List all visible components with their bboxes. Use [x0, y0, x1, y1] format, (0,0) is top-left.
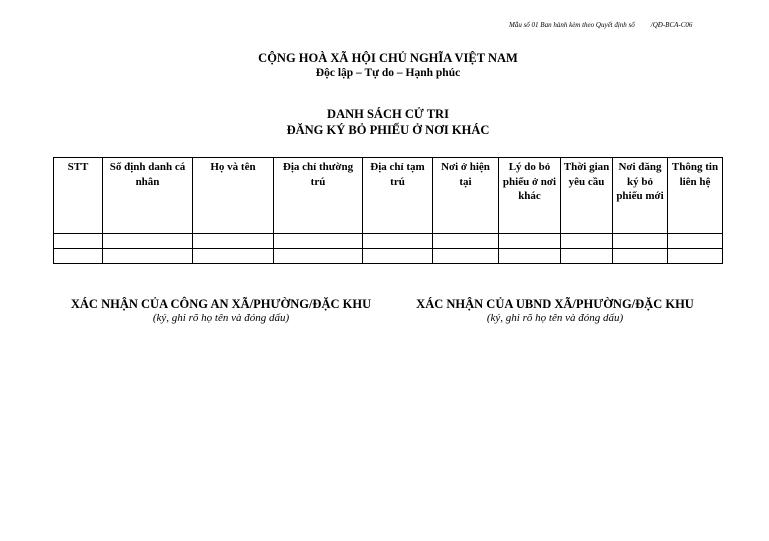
table-cell [54, 249, 103, 264]
column-header-requested-time: Thời gian yêu cầu [561, 158, 613, 234]
table-cell [193, 234, 274, 249]
table-cell [613, 249, 668, 264]
table-cell [54, 234, 103, 249]
column-header-temporary-address: Địa chỉ tạm trú [363, 158, 433, 234]
table-cell [668, 234, 723, 249]
table-cell [433, 234, 499, 249]
table-cell [668, 249, 723, 264]
police-confirmation-note: (ký, ghi rõ họ tên và đóng dấu) [152, 312, 290, 324]
column-header-personal-id: Số định danh cá nhân [103, 158, 193, 234]
column-header-full-name: Họ và tên [193, 158, 274, 234]
document-subtitle: ĐĂNG KÝ BỎ PHIẾU Ở NƠI KHÁC [286, 123, 490, 137]
table-cell [274, 249, 363, 264]
national-title: CỘNG HOÀ XÃ HỘI CHỦ NGHĨA VIỆT NAM [258, 51, 518, 65]
table-cell [561, 249, 613, 264]
table-cell [499, 234, 561, 249]
table-cell [193, 249, 274, 264]
column-header-current-residence: Nơi ở hiện tại [433, 158, 499, 234]
table-cell [363, 234, 433, 249]
column-header-permanent-address: Địa chỉ thường trú [274, 158, 363, 234]
table-row [54, 234, 723, 249]
column-header-new-voting-place: Nơi đăng ký bỏ phiếu mới [613, 158, 668, 234]
table-cell [274, 234, 363, 249]
committee-confirmation [407, 297, 703, 325]
table-cell [363, 249, 433, 264]
column-header-reason: Lý do bỏ phiếu ở nơi khác [499, 158, 561, 234]
committee-confirmation-note: (ký, ghi rõ họ tên và đóng dấu) [486, 312, 624, 324]
police-confirmation-heading: XÁC NHẬN CỦA CÔNG AN XÃ/PHƯỜNG/ĐẶC KHU [70, 297, 372, 311]
table-row [54, 249, 723, 264]
form-code-prefix: Mẫu số 01 Ban hành kèm theo Quyết định số [509, 21, 635, 29]
table-cell [103, 249, 193, 264]
document-title: DANH SÁCH CỬ TRI [327, 107, 449, 121]
national-motto: Độc lập – Tự do – Hạnh phúc [315, 67, 461, 79]
column-header-contact-info: Thông tin liên hệ [668, 158, 723, 234]
form-code-suffix: /QĐ-BCA-C06 [650, 21, 693, 29]
table-cell [613, 234, 668, 249]
form-code [509, 21, 749, 29]
table-cell [103, 234, 193, 249]
table-cell [433, 249, 499, 264]
table-cell [499, 249, 561, 264]
police-confirmation [60, 297, 382, 325]
table-header-row [54, 158, 723, 234]
committee-confirmation-heading: XÁC NHẬN CỦA UBND XÃ/PHƯỜNG/ĐẶC KHU [416, 297, 694, 311]
column-header-stt: STT [54, 158, 103, 234]
table-cell [561, 234, 613, 249]
voter-list-table [53, 157, 723, 264]
